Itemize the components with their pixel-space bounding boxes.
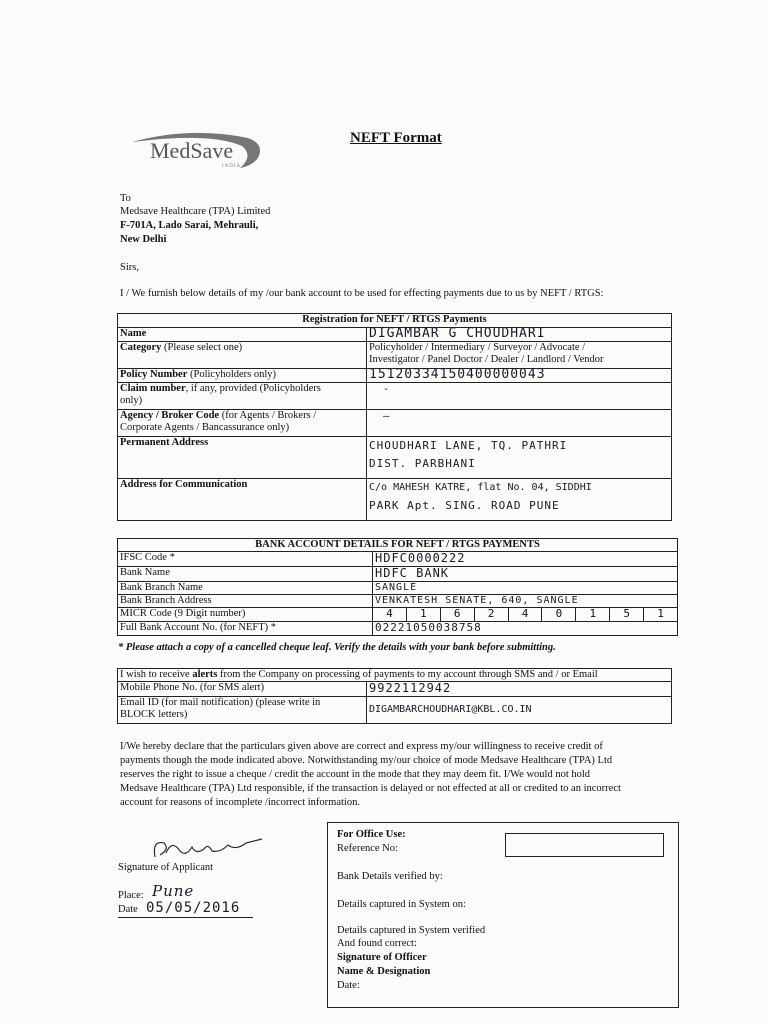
- claim-label: Claim number: [120, 383, 186, 394]
- micr-digit: 5: [609, 608, 643, 621]
- declaration-line: I/We hereby declare that the particulars given above are correct and express my/our willingness to receive credit of: [120, 741, 603, 752]
- verified-label-1: Details captured in System verified: [337, 925, 486, 936]
- captured-label: Details captured in System on:: [337, 899, 466, 910]
- name-designation-label: Name & Designation: [337, 966, 431, 977]
- date-label: Date: [118, 904, 138, 915]
- claim-value-cell[interactable]: [367, 383, 672, 410]
- ifsc-label: IFSC Code *: [118, 552, 373, 567]
- verified-label-2: And found correct:: [337, 938, 417, 949]
- claim-hint-2: only): [120, 395, 143, 406]
- micr-digit: 0: [541, 608, 575, 621]
- comm-address-2: PARK Apt. SING. ROAD PUNE: [369, 499, 560, 512]
- address-line-1: F-701A, Lado Sarai, Mehrauli,: [120, 220, 259, 231]
- medsave-logo: [130, 128, 270, 174]
- category-options-2: Investigator / Panel Doctor / Dealer / Landlord / Vendor: [369, 354, 604, 365]
- ifsc-value-cell[interactable]: [373, 552, 678, 567]
- address-line-2: New Delhi: [120, 234, 167, 245]
- policy-label: Policy Number: [120, 369, 188, 380]
- signature-label: Signature of Applicant: [118, 862, 214, 873]
- branch-address-cell[interactable]: [373, 595, 678, 608]
- micr-digit: 6: [440, 608, 474, 621]
- page-title: NEFT Format: [350, 130, 442, 146]
- micr-cell[interactable]: [373, 608, 678, 622]
- registration-table: [117, 313, 672, 521]
- claim-hint-1: , if any, provided (Policyholders: [185, 383, 321, 394]
- micr-label: MICR Code (9 Digit number): [118, 608, 373, 622]
- account-label: Full Bank Account No. (for NEFT) *: [118, 622, 373, 636]
- category-hint: (Please select one): [164, 342, 243, 353]
- mobile-value: 9922112942: [369, 681, 452, 695]
- micr-boxes: [373, 608, 677, 621]
- declaration-line: reserves the right to issue a cheque / credit the account in the mode that they may deem fit. I/We would not hold: [120, 769, 591, 780]
- category-options-1: Policyholder / Intermediary / Surveyor / Advocate /: [369, 342, 586, 353]
- comm-address-1: C/o MAHESH KATRE, flat No. 04, SIDDHI: [369, 482, 592, 493]
- salutation: Sirs,: [120, 262, 139, 273]
- agency-value-cell[interactable]: [367, 410, 672, 437]
- email-value: DIGAMBARCHOUDHARI@KBL.CO.IN: [369, 704, 532, 715]
- alerts-intro-post: from the Company on processing of payments to my account through SMS and / or Email: [217, 669, 598, 680]
- bank-verified-label: Bank Details verified by:: [337, 871, 443, 882]
- mobile-cell[interactable]: [367, 682, 672, 697]
- category-label-cell: [118, 342, 367, 369]
- cheque-note: * Please attach a copy of a cancelled cheque leaf. Verify the details with your bank before submitting.: [118, 642, 556, 653]
- company-name: Medsave Healthcare (TPA) Limited: [120, 206, 271, 217]
- perm-address-2: DIST. PARBHANI: [369, 457, 476, 470]
- agency-label: Agency / Broker Code: [120, 410, 220, 421]
- applicant-signature: [150, 835, 270, 865]
- to-label: To: [120, 193, 131, 204]
- category-options-cell[interactable]: [367, 342, 672, 369]
- officer-signature-label: Signature of Officer: [337, 952, 427, 963]
- account-value: 02221050038758: [375, 621, 482, 634]
- logo-brand: MedSave: [150, 138, 234, 163]
- policy-value-cell[interactable]: [367, 369, 672, 383]
- bank-name-value: HDFC BANK: [375, 566, 450, 580]
- name-value-cell[interactable]: [367, 328, 672, 342]
- mobile-label: Mobile Phone No. (for SMS alert): [118, 682, 367, 697]
- micr-digit: 1: [643, 608, 677, 621]
- branch-address-label: Bank Branch Address: [118, 595, 373, 608]
- micr-digit: 4: [386, 607, 393, 620]
- declaration: [120, 740, 621, 810]
- perm-address-label: Permanent Address: [118, 437, 367, 479]
- perm-address-cell[interactable]: [367, 437, 672, 479]
- branch-name-value: SANGLE: [375, 582, 418, 593]
- policy-hint: (Policyholders only): [190, 369, 277, 380]
- comm-address-label: Address for Communication: [118, 479, 367, 521]
- intro-text: I / We furnish below details of my /our bank account to be used for effecting payments due to us by NEFT / RTGS:: [120, 288, 604, 299]
- place-label: Place:: [118, 890, 144, 901]
- account-cell[interactable]: [373, 622, 678, 636]
- micr-digit: 1: [406, 608, 440, 621]
- reference-label: Reference No:: [337, 843, 398, 854]
- declaration-line: account for reasons of incomplete /incorrect information.: [120, 797, 360, 808]
- policy-label-cell: [118, 369, 367, 383]
- office-heading: For Office Use:: [337, 829, 406, 840]
- comm-address-cell[interactable]: [367, 479, 672, 521]
- date-value[interactable]: 05/05/2016: [146, 900, 241, 916]
- name-value: DIGAMBAR G CHOUDHARI: [369, 326, 546, 341]
- branch-name-cell[interactable]: [373, 582, 678, 595]
- bank-heading: BANK ACCOUNT DETAILS FOR NEFT / RTGS PAYMENTS: [118, 539, 678, 552]
- agency-hint-1: (for Agents / Brokers /: [221, 410, 317, 421]
- logo-sub: INDIA: [222, 164, 242, 169]
- branch-address-value: VENKATESH SENATE, 640, SANGLE: [375, 595, 579, 606]
- reference-input[interactable]: [505, 833, 664, 857]
- policy-value: 15120334150400000043: [369, 367, 546, 382]
- office-use-box: [327, 822, 679, 1008]
- declaration-line: payments though the mode indicated above. Notwithstanding my/our choice of mode Medsave Healthcare (TPA) Ltd: [120, 755, 613, 766]
- claim-value: -: [383, 383, 391, 395]
- micr-digit: 4: [508, 608, 542, 621]
- claim-label-cell: [118, 383, 367, 410]
- ifsc-value: HDFC0000222: [375, 551, 466, 565]
- branch-name-label: Bank Branch Name: [118, 582, 373, 595]
- office-date-label: Date:: [337, 980, 360, 991]
- registration-heading: Registration for NEFT / RTGS Payments: [118, 314, 672, 328]
- date-underline: [118, 917, 253, 918]
- alerts-intro-pre: I wish to receive: [120, 669, 193, 680]
- bank-name-cell[interactable]: [373, 567, 678, 582]
- agency-label-cell: [118, 410, 367, 437]
- name-label: Name: [118, 328, 367, 342]
- micr-digit: 2: [474, 608, 508, 621]
- email-label-cell: [118, 697, 367, 724]
- agency-value: —: [383, 410, 391, 422]
- agency-hint-2: Corporate Agents / Bancassurance only): [120, 422, 290, 433]
- alerts-intro-bold: alerts: [192, 669, 218, 680]
- micr-digit: 1: [575, 608, 609, 621]
- email-label-2: BLOCK letters): [120, 709, 188, 720]
- declaration-line: Medsave Healthcare (TPA) Ltd responsible, if the transaction is delayed or not effected at all or credited to an incorrect: [120, 783, 621, 794]
- alerts-intro-cell: [118, 669, 672, 682]
- bank-name-label: Bank Name: [118, 567, 373, 582]
- bank-table: [117, 538, 678, 636]
- email-cell[interactable]: [367, 697, 672, 724]
- alerts-table: [117, 668, 672, 724]
- category-label: Category: [120, 342, 162, 353]
- perm-address-1: CHOUDHARI LANE, TQ. PATHRI: [369, 439, 568, 452]
- place-value[interactable]: Pune: [152, 882, 195, 900]
- email-label-1: Email ID (for mail notification) (please write in: [120, 697, 321, 708]
